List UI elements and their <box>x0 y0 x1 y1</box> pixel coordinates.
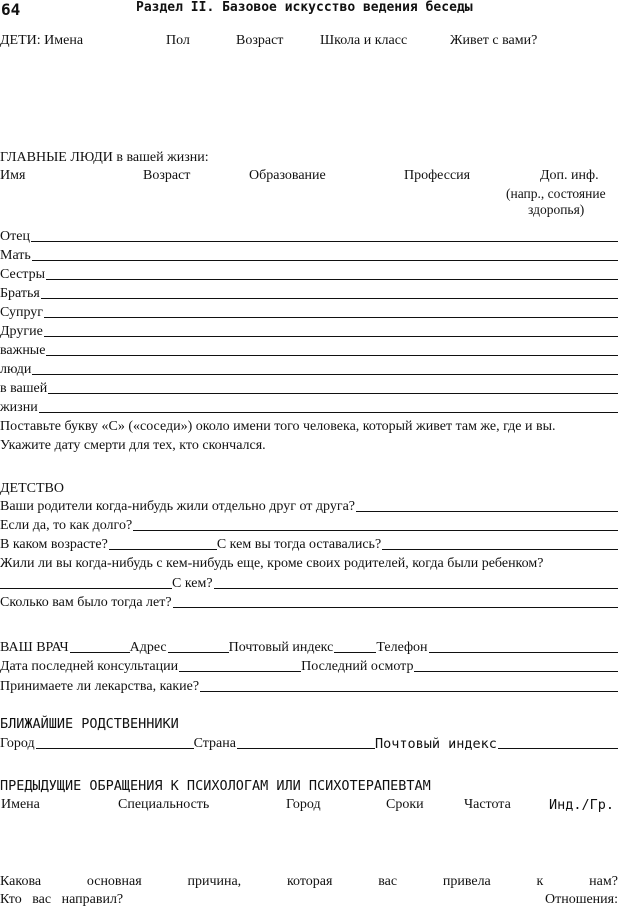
main-people-col-age: Возраст <box>143 168 191 183</box>
doctor-last-exam-label: Последний осмотр <box>301 659 414 674</box>
childhood-q3[interactable] <box>0 535 618 553</box>
question-label: С кем? <box>172 576 213 591</box>
person-row-spouse[interactable] <box>0 303 618 321</box>
relations-label: Отношения: <box>544 892 618 907</box>
person-row-label: жизни <box>0 400 38 415</box>
fill-line[interactable] <box>498 748 618 749</box>
doctor-address-label: Адрес <box>129 640 167 655</box>
referred-word: вас <box>32 892 52 907</box>
doctor-phone-label: Телефон <box>376 640 428 655</box>
relatives-country-label: Страна <box>193 736 236 751</box>
running-title: Раздел II. Базовое искусство ведения беседы <box>136 0 473 15</box>
fill-line[interactable] <box>32 374 618 375</box>
person-row-label: Отец <box>0 229 30 244</box>
person-row-brothers[interactable] <box>0 284 618 302</box>
fill-line[interactable] <box>237 748 375 749</box>
fill-line[interactable] <box>133 530 618 531</box>
fill-line[interactable] <box>39 412 618 413</box>
main-people-col-name: Имя <box>0 168 26 183</box>
person-row-label: Братья <box>0 286 40 301</box>
previous-col-specialty: Специальность <box>118 797 210 812</box>
reason-word: которая <box>286 874 333 889</box>
childhood-q2[interactable] <box>0 516 618 534</box>
main-people-note-1: Поставьте букву «С» («соседи») около имени того человека, который живет там же, где и вы. <box>0 419 556 434</box>
fill-line[interactable] <box>356 511 618 512</box>
previous-col-terms: Сроки <box>386 797 424 812</box>
question-label: С кем вы тогда оставались? <box>216 537 382 552</box>
relatives-heading: БЛИЖАЙШИЕ РОДСТВЕННИКИ <box>0 716 179 732</box>
referred-word: Кто <box>0 892 22 907</box>
person-row-label: Сестры <box>0 267 45 282</box>
fill-line[interactable] <box>36 748 194 749</box>
relatives-city-label: Город <box>0 736 35 751</box>
fill-line[interactable] <box>173 607 618 608</box>
previous-col-frequency: Частота <box>464 797 511 812</box>
fill-line[interactable] <box>414 671 618 672</box>
main-people-col-extra: Доп. инф. <box>540 168 599 183</box>
childhood-q6[interactable] <box>0 593 618 611</box>
main-people-col-education: Образование <box>249 168 326 183</box>
childhood-q4: Жили ли вы когда-нибудь с кем-нибудь еще, кроме своих родителей, когда были ребенком? <box>0 556 544 571</box>
person-row-label: Супруг <box>0 305 44 320</box>
fill-line[interactable] <box>382 549 618 550</box>
doctor-last-consult-label: Дата последней консультации <box>0 659 179 674</box>
fill-line[interactable] <box>0 588 172 589</box>
person-row-other-5[interactable] <box>0 398 618 416</box>
question-label: В каком возрасте? <box>0 537 108 552</box>
children-label: ДЕТИ: Имена <box>0 33 84 48</box>
main-people-extra-note-1: (напр., состояние <box>506 186 606 201</box>
question-label: Сколько вам было тогда лет? <box>0 595 172 610</box>
childhood-q1[interactable] <box>0 497 618 515</box>
fill-line[interactable] <box>44 336 618 337</box>
childhood-heading: ДЕТСТВО <box>0 481 64 496</box>
person-row-label: Другие <box>0 324 43 339</box>
childhood-q5[interactable] <box>0 574 618 592</box>
fill-line[interactable] <box>44 317 618 318</box>
relatives-row[interactable] <box>0 734 618 752</box>
doctor-row-3[interactable] <box>0 677 618 695</box>
person-row-other-1[interactable] <box>0 322 618 340</box>
person-row-father[interactable] <box>0 227 618 245</box>
previous-col-names: Имена <box>1 797 40 812</box>
referred-question <box>0 892 123 908</box>
question-label: Ваши родители когда-нибудь жили отдельно друг от друга? <box>0 499 355 514</box>
children-col-age: Возраст <box>236 33 284 48</box>
person-row-label: в вашей <box>0 381 48 396</box>
doctor-postal-label: Почтовый индекс <box>228 640 334 655</box>
fill-line[interactable] <box>179 671 301 672</box>
doctor-heading: ВАШ ВРАЧ <box>0 640 69 655</box>
fill-line[interactable] <box>109 549 217 550</box>
reason-word: привела <box>442 874 491 889</box>
fill-line[interactable] <box>429 652 618 653</box>
main-people-heading: ГЛАВНЫЕ ЛЮДИ в вашей жизни: <box>0 150 209 165</box>
fill-line[interactable] <box>41 298 618 299</box>
doctor-meds-label: Принимаете ли лекарства, какие? <box>0 679 200 694</box>
doctor-row-1[interactable] <box>0 638 618 656</box>
person-row-other-4[interactable] <box>0 379 618 397</box>
reason-word: основная <box>86 874 142 889</box>
fill-line[interactable] <box>31 241 618 242</box>
page-number: 64 <box>1 0 21 19</box>
person-row-label: люди <box>0 362 32 377</box>
children-col-school: Школа и класс <box>320 33 408 48</box>
reason-word: нам? <box>589 874 618 889</box>
referred-word: направил? <box>61 892 124 907</box>
doctor-row-2[interactable] <box>0 657 618 675</box>
fill-line[interactable] <box>46 279 618 280</box>
reason-word: причина, <box>187 874 242 889</box>
fill-line[interactable] <box>48 393 618 394</box>
fill-line[interactable] <box>32 260 618 261</box>
reason-word: к <box>536 874 544 889</box>
reason-word: вас <box>378 874 398 889</box>
reason-word: Какова <box>0 874 42 889</box>
fill-line[interactable] <box>334 652 376 653</box>
person-row-label: Мать <box>0 248 31 263</box>
person-row-sisters[interactable] <box>0 265 618 283</box>
question-label: Если да, то как долго? <box>0 518 133 533</box>
fill-line[interactable] <box>200 691 618 692</box>
person-row-label: важные <box>0 343 46 358</box>
children-col-sex: Пол <box>166 33 190 48</box>
main-people-note-2: Укажите дату смерти для тех, кто скончался. <box>0 438 266 453</box>
previous-col-type: Инд./Гр. <box>549 797 615 813</box>
relatives-postal-label: Почтовый индекс <box>374 736 497 752</box>
fill-line[interactable] <box>168 652 229 653</box>
reason-question <box>0 874 618 890</box>
previous-col-city: Город <box>286 797 321 812</box>
fill-line[interactable] <box>46 355 618 356</box>
fill-line[interactable] <box>70 652 130 653</box>
main-people-col-profession: Профессия <box>404 168 471 183</box>
person-row-other-3[interactable] <box>0 360 618 378</box>
previous-heading: ПРЕДЫДУЩИЕ ОБРАЩЕНИЯ К ПСИХОЛОГАМ ИЛИ ПСИХОТЕРАПЕВТАМ <box>0 778 431 794</box>
fill-line[interactable] <box>214 588 618 589</box>
main-people-extra-note-2: здоропья) <box>528 202 585 217</box>
person-row-mother[interactable] <box>0 246 618 264</box>
person-row-other-2[interactable] <box>0 341 618 359</box>
children-col-lives: Живет с вами? <box>450 33 538 48</box>
